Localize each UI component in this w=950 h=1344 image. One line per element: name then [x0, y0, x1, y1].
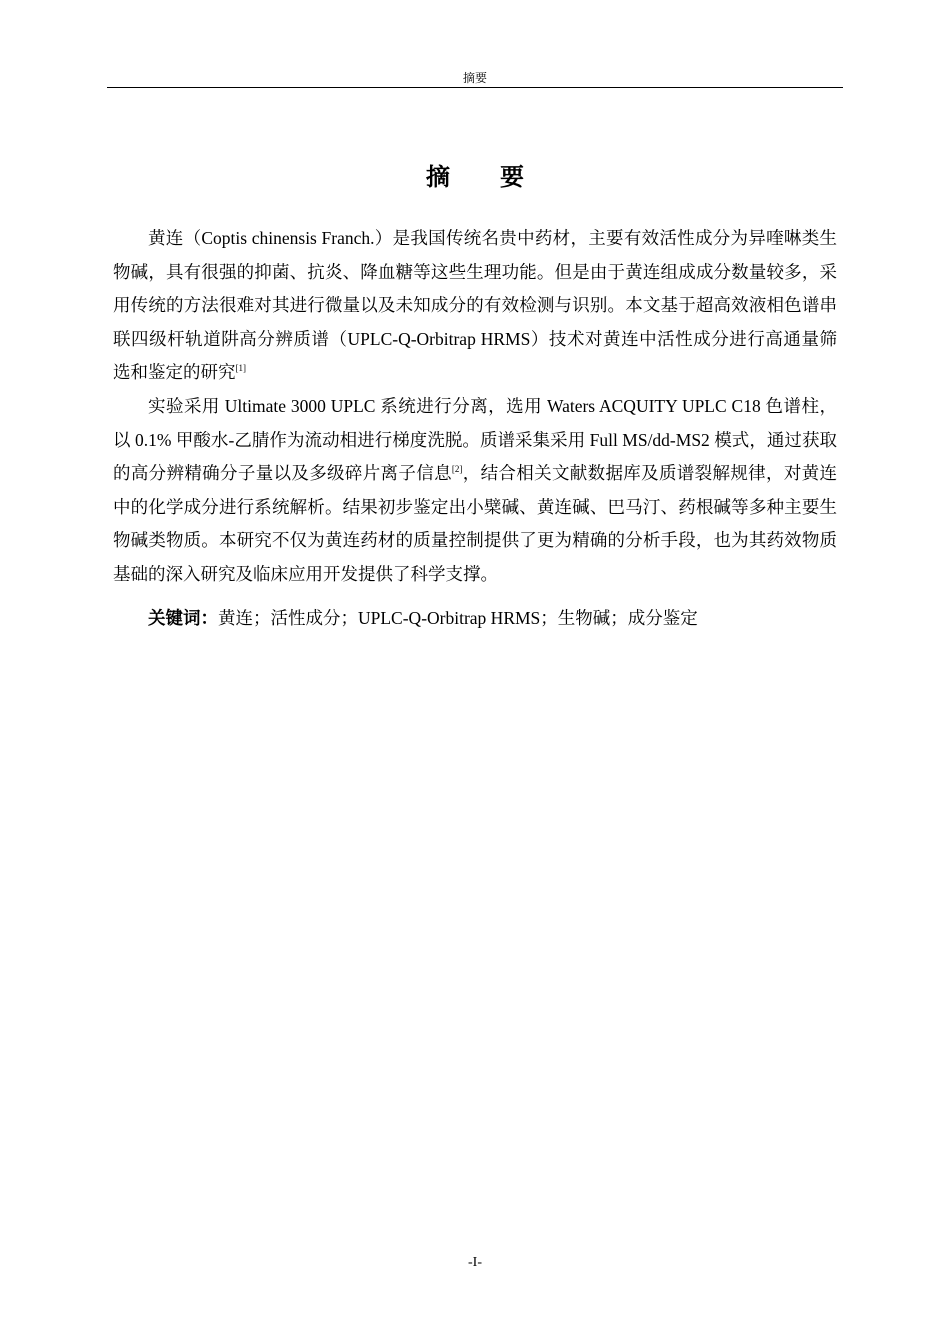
- page-number: -I-: [468, 1255, 482, 1270]
- keywords-text: 黄连；活性成分；UPLC-Q-Orbitrap HRMS；生物碱；成分鉴定: [218, 607, 698, 628]
- running-header: 摘要: [462, 71, 487, 85]
- header-rule: [107, 87, 843, 88]
- keywords-line: [113, 602, 837, 636]
- paragraph-2-text-before: 实验采用 Ultimate 3000 UPLC 系统进行分离，选用 Waters ACQUITY UPLC C18 色谱柱，以 0.1% 甲酸水-乙腈作为流动相进行梯度洗脱。质谱采集采用 Full MS/dd-MS2 模式，通过获取的高分辨精确分子量以及多级碎片离子信息: [113, 395, 837, 484]
- keywords-label: 关键词：: [148, 607, 218, 628]
- citation-2: [2]: [451, 464, 463, 475]
- abstract-title: 摘 要: [426, 165, 546, 191]
- paragraph-1-text: 黄连（Coptis chinensis Franch.）是我国传统名贵中药材，主要有效活性成分为异喹啉类生物碱，具有很强的抑菌、抗炎、降血糖等这些生理功能。但是由于黄连组成成分数量较多，采用传统的方法很难对其进行微量以及未知成分的有效检测与识别。本文基于超高效液相色谱串联四级杆轨道阱高分辨质谱（UPLC-Q-Orbitrap HRMS）技术对黄连中活性成分进行高通量筛选和鉴定的研究: [113, 228, 837, 383]
- abstract-body: [113, 222, 837, 635]
- abstract-paragraph-2: [113, 390, 837, 592]
- paragraph-2-text-after: ，结合相关文献数据库及质谱裂解规律，对黄连中的化学成分进行系统解析。结果初步鉴定出小檗碱、黄连碱、巴马汀、药根碱等多种主要生物碱类物质。本研究不仅为黄连药材的质量控制提供了更为精确的分析手段，也为其药效物质基础的深入研究及临床应用开发提供了科学支撑。: [113, 463, 838, 584]
- abstract-paragraph-1: [113, 222, 837, 390]
- citation-1: [1]: [235, 363, 246, 374]
